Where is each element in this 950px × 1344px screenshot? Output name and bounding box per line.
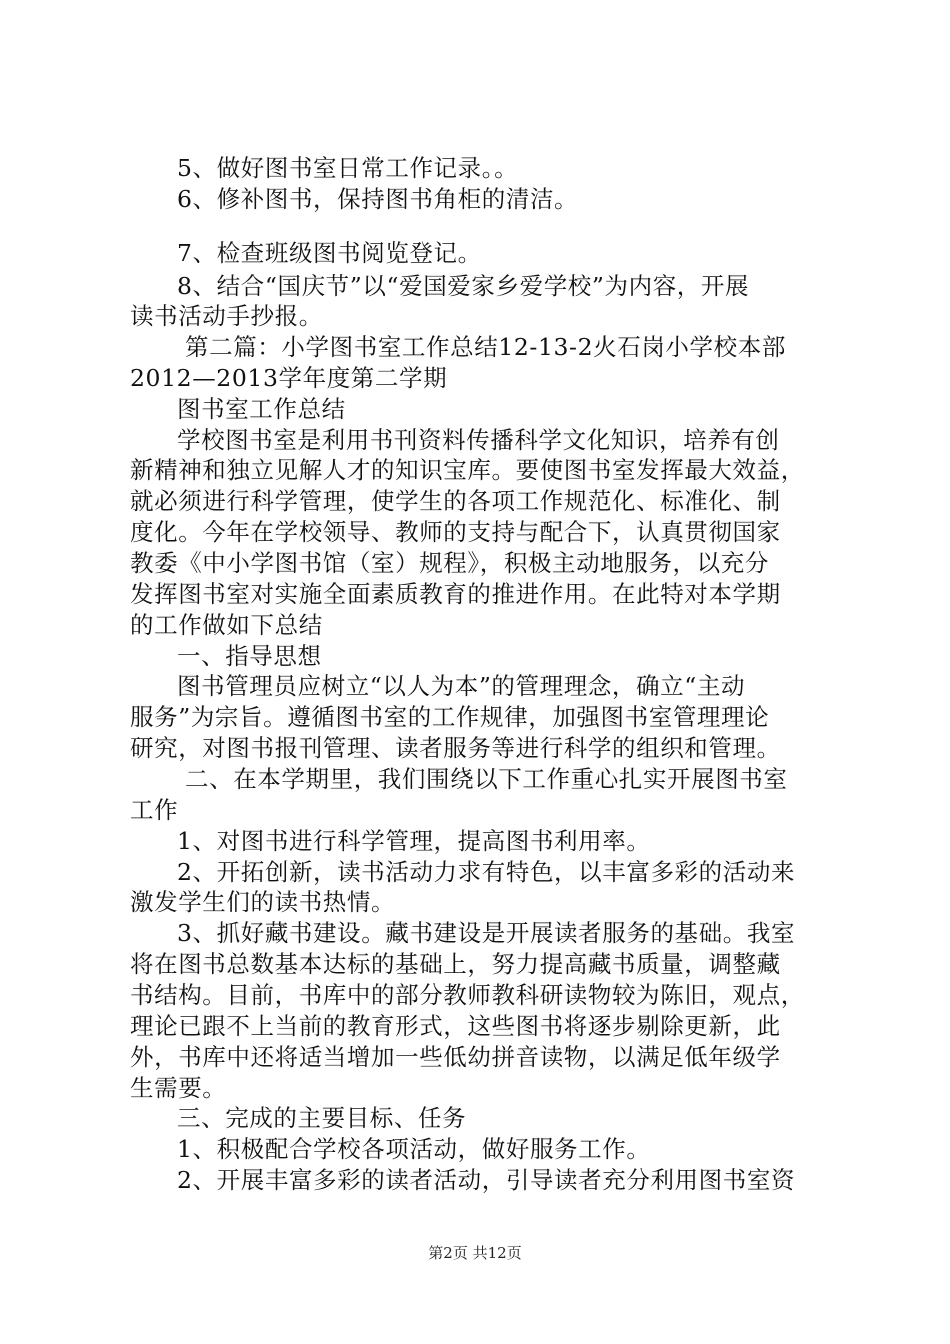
text-line: 图书室工作总结 — [177, 395, 346, 423]
text-line: 5、做好图书室日常工作记录。。 — [177, 154, 519, 182]
text-line: 二、在本学期里，我们围绕以下工作重心扎实开展图书室 — [185, 765, 788, 793]
text-line: 1、积极配合学校各项活动，做好服务工作。 — [177, 1135, 651, 1163]
text-line: 理论已跟不上当前的教育形式，这些图书将逐步剔除更新，此 — [130, 1012, 781, 1040]
text-line: 第二篇：小学图书室工作总结12-13-2火石岗小学校本部 — [185, 333, 786, 361]
text-line: 的工作做如下总结 — [130, 611, 323, 639]
text-line: 三、完成的主要目标、任务 — [177, 1104, 467, 1132]
text-line: 发挥图书室对实施全面素质教育的推进作用。在此特对本学期 — [130, 580, 781, 608]
text-line: 3、抓好藏书建设。藏书建设是开展读者服务的基础。我室 — [177, 919, 796, 947]
text-line: 2、开拓创新，读书活动力求有特色，以丰富多彩的活动来 — [177, 858, 796, 886]
text-line: 书结构。目前，书库中的部分教师教科研读物较为陈旧，观点， — [130, 981, 805, 1009]
text-line: 读书活动手抄报。 — [130, 302, 323, 330]
text-line: 教委《中小学图书馆（室）规程》，积极主动地服务，以充分 — [130, 549, 769, 577]
text-line: 就必须进行科学管理，使学生的各项工作规范化、标准化、制 — [130, 487, 781, 515]
text-line: 1、对图书进行科学管理，提高图书利用率。 — [177, 827, 651, 855]
text-line: 工作 — [130, 796, 179, 824]
page-number-footer: 第2页 共12页 — [428, 1244, 522, 1262]
text-line: 图书管理员应树立“以人为本”的管理理念，确立“主动 — [177, 672, 746, 700]
text-line: 新精神和独立见解人才的知识宝库。要使图书室发挥最大效益， — [130, 456, 805, 484]
text-line: 2012—2013学年度第二学期 — [130, 364, 448, 392]
text-line: 服务”为宗旨。遵循图书室的工作规律，加强图书室管理理论 — [130, 703, 770, 731]
text-line: 度化。今年在学校领导、教师的支持与配合下，认真贯彻国家 — [130, 518, 781, 546]
text-line: 2、开展丰富多彩的读者活动，引导读者充分利用图书室资 — [177, 1166, 796, 1194]
text-line: 研究，对图书报刊管理、读者服务等进行科学的组织和管理。 — [130, 734, 781, 762]
text-line: 外，书库中还将适当增加一些低幼拼音读物，以满足低年级学 — [130, 1043, 781, 1071]
text-line: 生需要。 — [130, 1074, 227, 1102]
text-line: 一、指导思想 — [177, 642, 322, 670]
text-line: 7、检查班级图书阅览登记。 — [177, 239, 482, 267]
text-line: 学校图书室是利用书刊资料传播科学文化知识，培养有创 — [177, 426, 780, 454]
text-line: 将在图书总数基本达标的基础上，努力提高藏书质量，调整藏 — [130, 950, 781, 978]
text-line: 6、修补图书，保持图书角柜的清洁。 — [177, 185, 579, 213]
text-line: 激发学生们的读书热情。 — [130, 888, 396, 916]
text-line: 8、结合“国庆节”以“爱国爱家乡爱学校”为内容，开展 — [177, 272, 750, 300]
